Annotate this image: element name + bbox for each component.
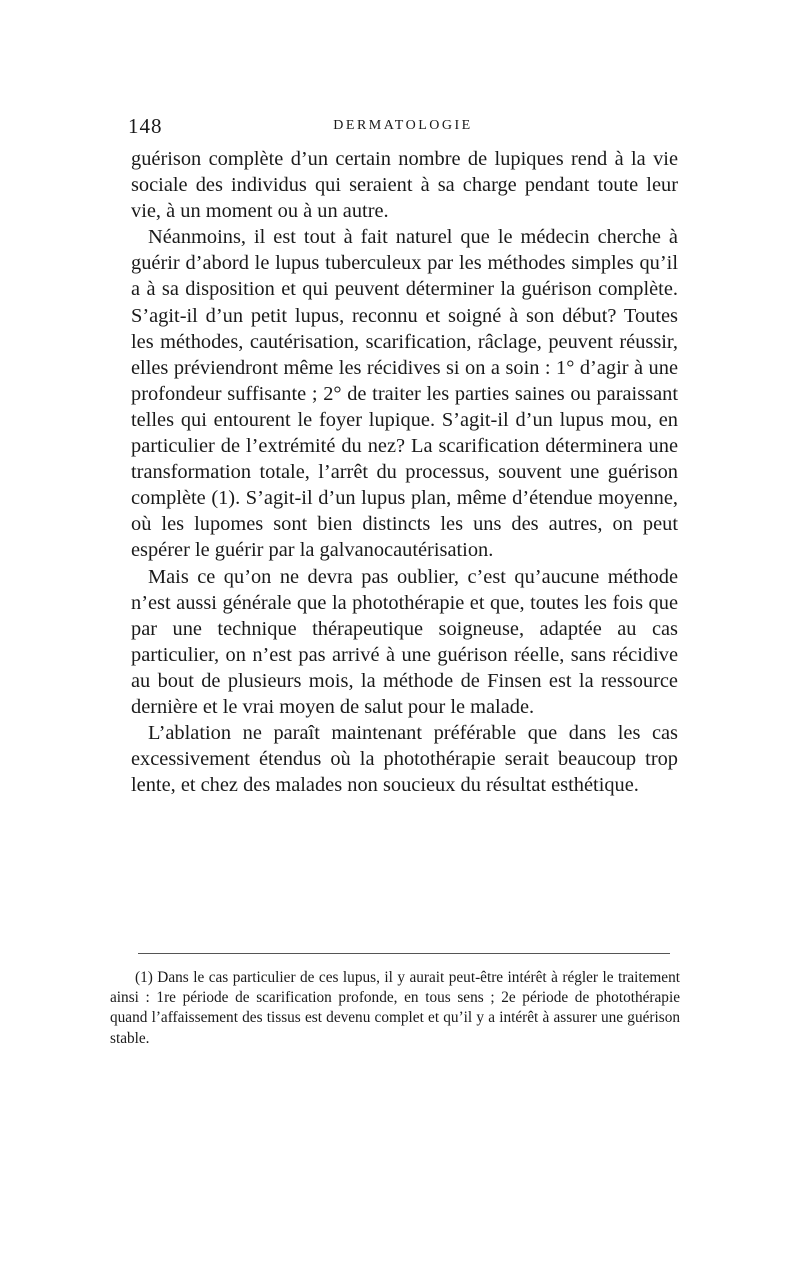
paragraph-continuation: guérison complète d’un certain nombre de lupiques rend à la vie sociale des individus qui seraient à sa charge pendant toute leur vie, à un moment ou à un autre. <box>131 148 678 223</box>
footnote-text: (1) Dans le cas particulier de ces lupus, il y aurait peut-être intérêt à régler le traitement ainsi : 1re période de scarification profonde, en tous sens ; 2e période de photothérapie quand l’affaissement des tissus est devenu complet et qu’il y a intérêt à assurer une guérison stable. <box>110 969 680 1047</box>
footnote-divider <box>138 953 670 954</box>
body-text <box>131 146 678 798</box>
page-header <box>128 114 678 140</box>
page-number: 148 <box>128 114 163 138</box>
running-title: DERMATOLOGIE <box>333 118 473 133</box>
paragraph: L’ablation ne paraît maintenant préférable que dans les cas excessivement étendus où la photothérapie serait beaucoup trop lente, et chez des malades non soucieux du résultat esthétique. <box>131 722 678 797</box>
footnote <box>110 968 680 1049</box>
paragraph: Mais ce qu’on ne devra pas oublier, c’est qu’aucune méthode n’est aussi générale que la photothérapie et que, toutes les fois que par une technique thérapeutique soigneuse, adaptée au cas particulier, on n’est pas arrivé à une guérison réelle, sans récidive au bout de plusieurs mois, la méthode de Finsen est la ressource dernière et le vrai moyen de salut pour le malade. <box>131 565 678 718</box>
paragraph: Néanmoins, il est tout à fait naturel que le médecin cherche à guérir d’abord le lupus tuberculeux par les méthodes simples qu’il a à sa disposition et qui peuvent déterminer la guérison complète. S’agit-il d’un petit lupus, reconnu et soigné à son début? Toutes les méthodes, cautérisation, scarification, râclage, peuvent réussir, elles préviendront même les récidives si on a soin : 1° d’agir à une profondeur suffisante ; 2° de traiter les parties saines ou paraissant telles qui entourent le foyer lupique. S’agit-il d’un lupus mou, en particulier de l’extrémité du nez? La scarification déterminera une transformation totale, l’arrêt du processus, souvent une guérison complète (1). S’agit-il d’un lupus plan, même d’étendue moyenne, où les lupomes sont bien distincts les uns des autres, on peut espérer le guérir par la galvanocautérisation. <box>131 226 678 562</box>
